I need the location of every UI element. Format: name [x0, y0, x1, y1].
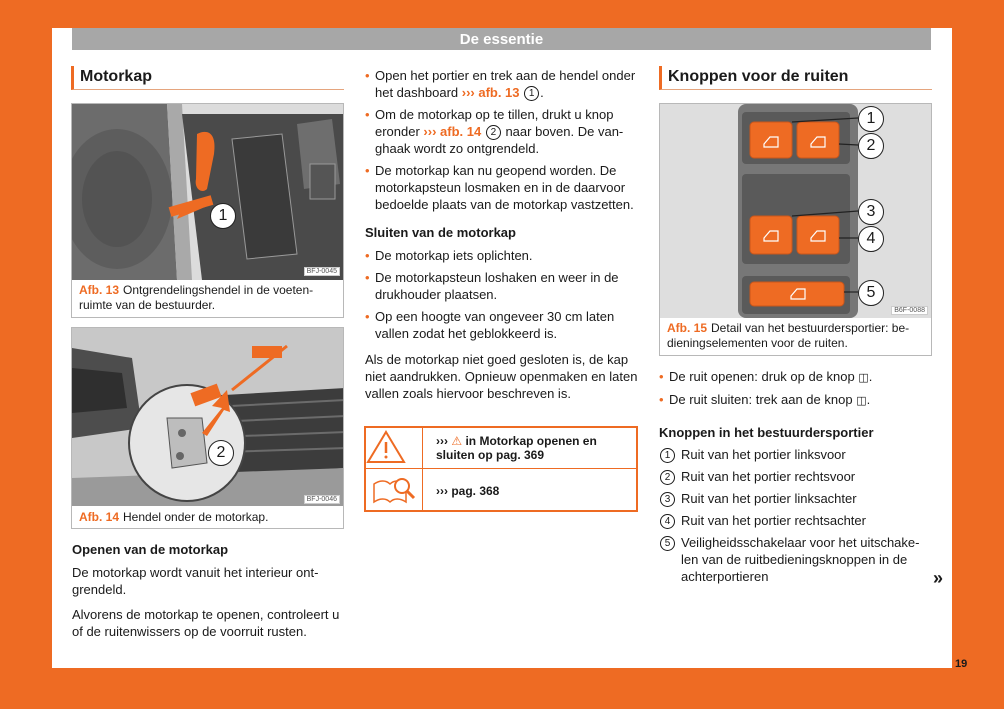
- check-wipers-paragraph: Alvorens de motorkap te openen, controleert u of de ruitenwissers op de voorruit rusten.: [72, 607, 340, 639]
- list-item: [659, 512, 932, 529]
- arrow-ref: ›››: [436, 434, 448, 448]
- window-switches-illustration: [660, 104, 931, 318]
- callout-3-fig15: 3: [858, 199, 884, 225]
- figure-ref[interactable]: ››› afb. 13: [461, 85, 520, 100]
- right-text: [659, 368, 932, 585]
- caption-text: Hendel onder de motorkap.: [123, 510, 269, 524]
- callout-number: 5: [660, 536, 675, 551]
- step-text: Om de motorkap op te tillen, drukt u knop eronder: [375, 107, 614, 139]
- warning-reference[interactable]: [436, 434, 632, 462]
- warning-icon-column: [366, 428, 423, 510]
- figure-14-image: [72, 328, 343, 506]
- step-text: naar boven. De vanghaak wordt zo ontgrendeld.: [375, 124, 624, 156]
- callout-1-fig15: 1: [858, 106, 884, 132]
- figure-13-image: [72, 104, 343, 280]
- caption-text: Detail van het bestuurdersportier: bedieningselementen voor de ruiten.: [667, 321, 910, 350]
- opening-paragraph: De motorkap wordt vanuit het interieur ontgrendeld.: [72, 565, 319, 597]
- list-item: [659, 468, 932, 485]
- figure-15-image: [660, 104, 931, 318]
- caption-text: Ontgrendelingshendel in de voetenruimte van de bestuurder.: [79, 283, 314, 312]
- not-closed-paragraph: Als de motorkap niet goed gesloten is, de kap niet aandrukken. Opnieuw openmaken en laten vallen zoals hiervoor beschreven is.: [365, 352, 638, 401]
- instruction-text: De ruit openen: druk op de knop: [669, 369, 855, 384]
- figure-13: [71, 103, 344, 318]
- step-text: .: [540, 85, 544, 100]
- step-lift-hood: [365, 106, 639, 157]
- warning-triangle-icon: [366, 428, 422, 510]
- manual-reference[interactable]: ››› pag. 368: [436, 484, 500, 498]
- close-step-3: • Op een hoogte van ongeveer 30 cm laten vallen zodat het geblokkeerd is.: [365, 308, 639, 342]
- window-switch-icon: ◫: [858, 371, 869, 384]
- close-window-instruction: • De ruit sluiten: trek aan de knop ◫.: [659, 391, 932, 409]
- buttons-list-heading: Knoppen in het bestuurdersportier: [659, 425, 874, 440]
- callout-number: 3: [660, 492, 675, 507]
- figure-code: B6F-0088: [891, 306, 928, 315]
- list-item-text: Veiligheidsschakelaar voor het uitschakelen van de ruitbedieningsknoppen in de achterportieren: [681, 535, 920, 584]
- figure-15-caption: [667, 321, 925, 351]
- figure-label: Afb. 14: [79, 510, 120, 524]
- instruction-text: De ruit sluiten: trek aan de knop: [669, 392, 853, 407]
- left-text: [72, 541, 344, 640]
- list-item-text: Ruit van het portier linksachter: [681, 491, 857, 506]
- figure-13-caption: [79, 283, 337, 313]
- callout-2-fig15: 2: [858, 133, 884, 159]
- figure-code: BFJ-0046: [304, 495, 340, 504]
- callout-number: 2: [660, 470, 675, 485]
- buttons-list: [659, 446, 932, 585]
- close-step-2: • De motorkapsteun loshaken en weer in de drukhouder plaatsen.: [365, 269, 639, 303]
- close-step-1: • De motorkap iets oplichten.: [365, 247, 639, 264]
- continue-arrow: »: [933, 568, 944, 588]
- callout-number: 2: [486, 125, 501, 140]
- step-open-door: [365, 67, 639, 101]
- window-switch-icon: ◫: [856, 394, 867, 407]
- callout-number: 1: [524, 86, 539, 101]
- page-number: 19: [955, 658, 968, 670]
- figure-label: Afb. 15: [667, 321, 708, 335]
- list-item: [659, 534, 932, 585]
- warning-small-icon: ⚠: [451, 434, 463, 448]
- footwell-illustration: [72, 104, 343, 280]
- callout-number: 4: [660, 514, 675, 529]
- step-open-hood: • De motorkap kan nu geopend worden. De motorkapsteun losmaken en in de daarvoor bedoelde plaats van de motorkap vastzetten.: [365, 162, 639, 213]
- callout-2-fig14: 2: [208, 440, 234, 466]
- hood-latch-illustration: [72, 328, 343, 506]
- figure-ref[interactable]: ››› afb. 14: [423, 124, 482, 139]
- figure-15: [659, 103, 932, 356]
- list-item: [659, 446, 932, 463]
- list-item: [659, 490, 932, 507]
- section-header-bar: De essentie: [72, 28, 931, 50]
- step-text: Open het portier en trek aan de hendel onder het dashboard: [375, 68, 636, 100]
- callout-4-fig15: 4: [858, 226, 884, 252]
- warning-box: [364, 426, 638, 512]
- list-item-text: Ruit van het portier rechtsachter: [681, 513, 866, 528]
- section-title-knoppen: Knoppen voor de ruiten: [659, 66, 932, 90]
- figure-14-caption: [79, 510, 337, 525]
- figure-14: [71, 327, 344, 529]
- section-title-motorkap: Motorkap: [71, 66, 344, 90]
- callout-1-fig13: 1: [210, 203, 236, 229]
- callout-5-fig15: 5: [858, 280, 884, 306]
- list-item-text: Ruit van het portier rechtsvoor: [681, 469, 856, 484]
- list-item-text: Ruit van het portier linksvoor: [681, 447, 846, 462]
- figure-label: Afb. 13: [79, 283, 120, 297]
- callout-number: 1: [660, 448, 675, 463]
- warning-ref-text: in Motorkap openen en sluiten op pag. 369: [436, 434, 597, 462]
- closing-heading: Sluiten van de motorkap: [365, 225, 516, 240]
- opening-heading: Openen van de motorkap: [72, 542, 229, 557]
- middle-text: [365, 67, 639, 402]
- open-window-instruction: • De ruit openen: druk op de knop ◫.: [659, 368, 932, 386]
- figure-code: BFJ-0045: [304, 267, 340, 276]
